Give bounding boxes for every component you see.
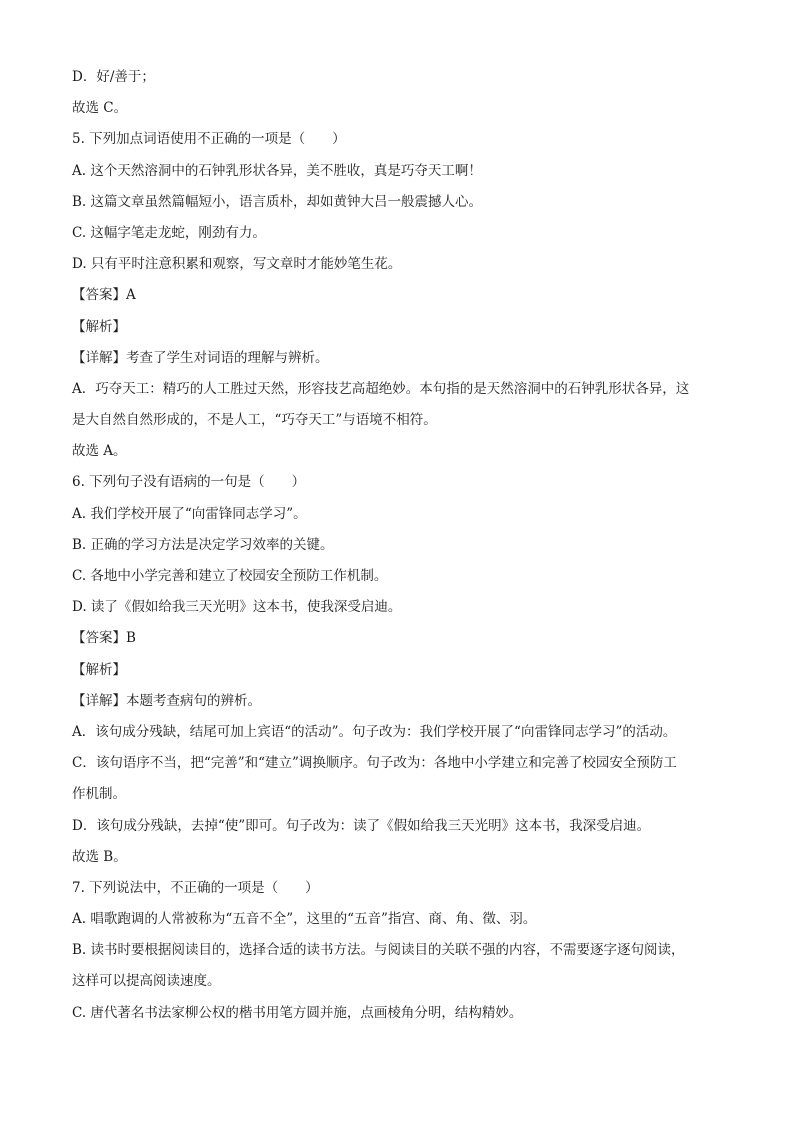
question-6-detail: 【详解】本题考查病句的辨析。 [72,692,261,709]
question-6-detail-c-line1: C．该句语序不当，把“完善”和“建立”调换顺序。句子改为：各地中小学建立和完善了校园安全预防工 [72,755,677,772]
question-7-option-b-line2: 这样可以提高阅读速度。 [72,973,221,990]
question-7-option-b-line1: B. 读书时要根据阅读目的，选择合适的读书方法。与阅读目的关联不强的内容，不需要逐字逐句阅读， [72,942,685,959]
question-5-stem: 5. 下列加点词语使用不正确的一项是（ ） [72,131,346,148]
question-5-option-a: A. 这个天然溶洞中的石钟乳形状各异，美不胜收，真是巧夺天工啊！ [72,162,482,179]
question-6-detail-d: D．该句成分残缺，去掉“使”即可。句子改为：读了《假如给我三天光明》这本书，我深受启迪。 [72,817,651,834]
question-6-detail-a: A．该句成分残缺，结尾可加上宾语“的活动”。句子改为：我们学校开展了“向雷锋同志学习”的活动。 [72,723,677,740]
question-6-option-c: C. 各地中小学完善和建立了校园安全预防工作机制。 [72,568,388,584]
question-5-detail-a-line1: A．巧夺天工：精巧的人工胜过天然，形容技艺高超绝妙。本句指的是天然溶洞中的石钟乳形状各异，这 [72,380,690,397]
question-5-detail: 【详解】考查了学生对词语的理解与辨析。 [72,349,329,366]
question-5-detail-a-line2: 是大自然自然形成的，不是人工，“巧夺天工”与语境不相符。 [72,412,437,429]
question-6-analysis-heading: 【解析】 [72,661,126,678]
question-7-option-c: C. 唐代著名书法家柳公权的楷书用笔方圆并施，点画棱角分明，结构精妙。 [72,1004,523,1021]
question-5-option-c: C. 这幅字笔走龙蛇，刚劲有力。 [72,224,266,241]
choice-conclusion: 故选 C。 [72,100,128,117]
question-6-conclusion: 故选 B。 [72,848,127,865]
question-6-stem: 6. 下列句子没有语病的一句是（ ） [72,474,306,491]
document-page [72,62,732,1029]
question-6-option-b: B. 正确的学习方法是决定学习效率的关键。 [72,536,334,553]
question-6-detail-c-line2: 作机制。 [72,786,126,803]
option-d-answer-prev: D．好/善于； [72,69,155,85]
question-6-answer: 【答案】B [72,630,136,647]
question-7-option-a: A. 唱歌跑调的人常被称为“五音不全”，这里的“五音”指宫、商、角、徵、羽。 [72,911,537,928]
question-5-option-d: D. 只有平时注意积累和观察，写文章时才能妙笔生花。 [72,256,402,273]
question-5-option-b: B. 这篇文章虽然篇幅短小，语言质朴，却如黄钟大吕一般震撼人心。 [72,193,483,210]
question-5-answer: 【答案】A [72,287,136,304]
question-7-stem: 7. 下列说法中，不正确的一项是（ ） [72,879,319,896]
question-5-conclusion: 故选 A。 [72,443,127,460]
question-6-option-a: A. 我们学校开展了“向雷锋同志学习”。 [72,505,307,522]
question-5-analysis-heading: 【解析】 [72,318,126,335]
question-6-option-d: D. 读了《假如给我三天光明》这本书，使我深受启迪。 [72,599,402,616]
